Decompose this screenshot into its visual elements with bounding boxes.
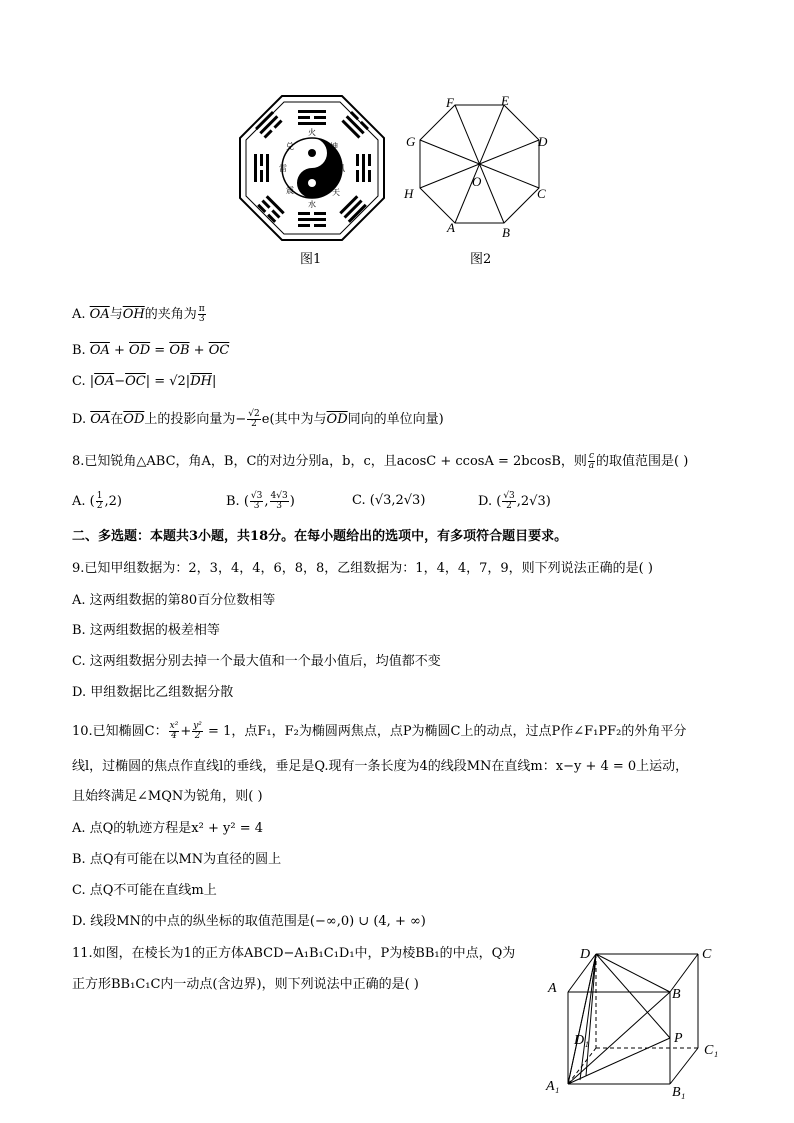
cube-label-D1: D₁ [574, 1033, 589, 1048]
q8-option-a: A. ( $\frac{1}{2}$ ,2) [72, 491, 122, 511]
q10-option-a: A. 点Q的轨迹方程是x² + y² = 4 [72, 821, 263, 836]
section-2-title: 二、多选题：本题共3小题，共18分。在每小题给出的选项中，有多项符合题目要求。 [72, 529, 568, 544]
q10-line1: 10.已知椭圆C： $\frac{\text{x²}}{4}$ + $\frac{\text{y²}}{2}$ = 1，点F₁，F₂为椭圆两焦点，点P为椭圆C上的动点，过点P作∠F₁PF₂的外角平分 [72, 721, 687, 741]
label-C: C [537, 186, 546, 201]
trigram-wind: 风 [337, 164, 345, 173]
q11-line2: 正方形BB₁C₁C内一动点(含边界)，则下列说法中正确的是( ) [72, 977, 419, 992]
trigram-dui: 兑 [286, 142, 294, 151]
figure1-caption: 图1 [300, 252, 322, 267]
q10-line2: 线l，过椭圆的焦点作直线l的垂线，垂足是Q.现有一条长度为4的线段MN在直线m：x−y + 4 = 0上运动， [72, 759, 689, 774]
trigram-tian: 天 [332, 188, 340, 197]
q9-option-c: C. 这两组数据分别去掉一个最大值和一个最小值后，均值都不变 [72, 654, 441, 669]
q8-option-b: B. ( $\frac{√3}{3}$ , $\frac{4√3}{3}$ ) [226, 491, 295, 511]
q7-option-b: B. $\overline{OA} + \overline{OD} = \overline{OB} + \overline{OC}$ [72, 343, 230, 358]
label-G: G [406, 134, 416, 149]
q7-option-d: D. $\overline{OA}$在$\overline{OD}$上的投影向量为− $\frac{√2}{2}$ e(其中为与$\overline{OD}$同向的单位向量) [72, 409, 444, 429]
q9-option-d: D. 甲组数据比乙组数据分散 [72, 685, 234, 700]
label-A: A [447, 220, 455, 235]
label-B: B [502, 225, 510, 240]
bagua-figure [238, 94, 386, 242]
q8-option-c: C. (√3,2√3) [352, 493, 426, 508]
cube-label-A1: A₁ [546, 1079, 560, 1094]
q9-option-b: B. 这两组数据的极差相等 [72, 623, 220, 638]
q9-stem: 9.已知甲组数据为：2，3，4，4，6，8，8，乙组数据为：1，4，4，7，9，则下列说法正确的是( ) [72, 561, 653, 576]
q8-option-d: D. ( $\frac{√3}{2}$ ,2√3) [478, 491, 551, 511]
label-D: D [538, 134, 548, 149]
octagon-figure [398, 90, 558, 242]
trigram-thunder: 雷 [279, 164, 287, 173]
cube-label-C1: C₁ [704, 1043, 719, 1058]
q10-option-d: D. 线段MN的中点的纵坐标的取值范围是(−∞,0) ∪ (4, + ∞) [72, 914, 426, 929]
trigram-fire: 火 [308, 128, 316, 137]
cube-label-D: D [580, 947, 591, 962]
q8-stem: 8.已知锐角△ABC，角A，B，C的对边分别a，b，c，且acosC + ccosA = 2bcosB，则 $\frac{c}{a}$ 的取值范围是( ) [72, 451, 689, 471]
label-F: F [446, 95, 454, 110]
trigram-kun: 坤 [330, 142, 338, 151]
q11-line1: 11.如图，在棱长为1的正方体ABCD−A₁B₁C₁D₁中，P为棱BB₁的中点，Q为 [72, 946, 516, 961]
q10-option-b: B. 点Q有可能在以MN为直径的圆上 [72, 852, 282, 867]
q9-option-a: A. 这两组数据的第80百分位数相等 [72, 593, 276, 608]
q7-option-a: A. $\overline{OA}$与$\overline{OH}$的夹角为 $\frac{\pi}{3}$ [72, 304, 205, 324]
trigram-zhen: 震 [286, 186, 294, 195]
label-H: H [404, 186, 414, 201]
label-O: O [472, 174, 482, 189]
cube-label-P: P [674, 1031, 683, 1046]
q10-line3: 且始终满足∠MQN为锐角，则( ) [72, 789, 263, 804]
figure2-caption: 图2 [470, 252, 492, 267]
cube-label-B1: B₁ [672, 1085, 686, 1100]
cube-label-B: B [672, 987, 681, 1002]
q7-option-c: C. $|\overline{OA}-\overline{OC}| = √2|\overline{DH}|$ [72, 374, 217, 389]
cube-label-C: C [702, 947, 712, 962]
trigram-water: 水 [308, 200, 316, 209]
label-E: E [501, 93, 509, 108]
q10-option-c: C. 点Q不可能在直线m上 [72, 883, 217, 898]
cube-figure [540, 940, 730, 1100]
cube-label-A: A [548, 981, 557, 996]
